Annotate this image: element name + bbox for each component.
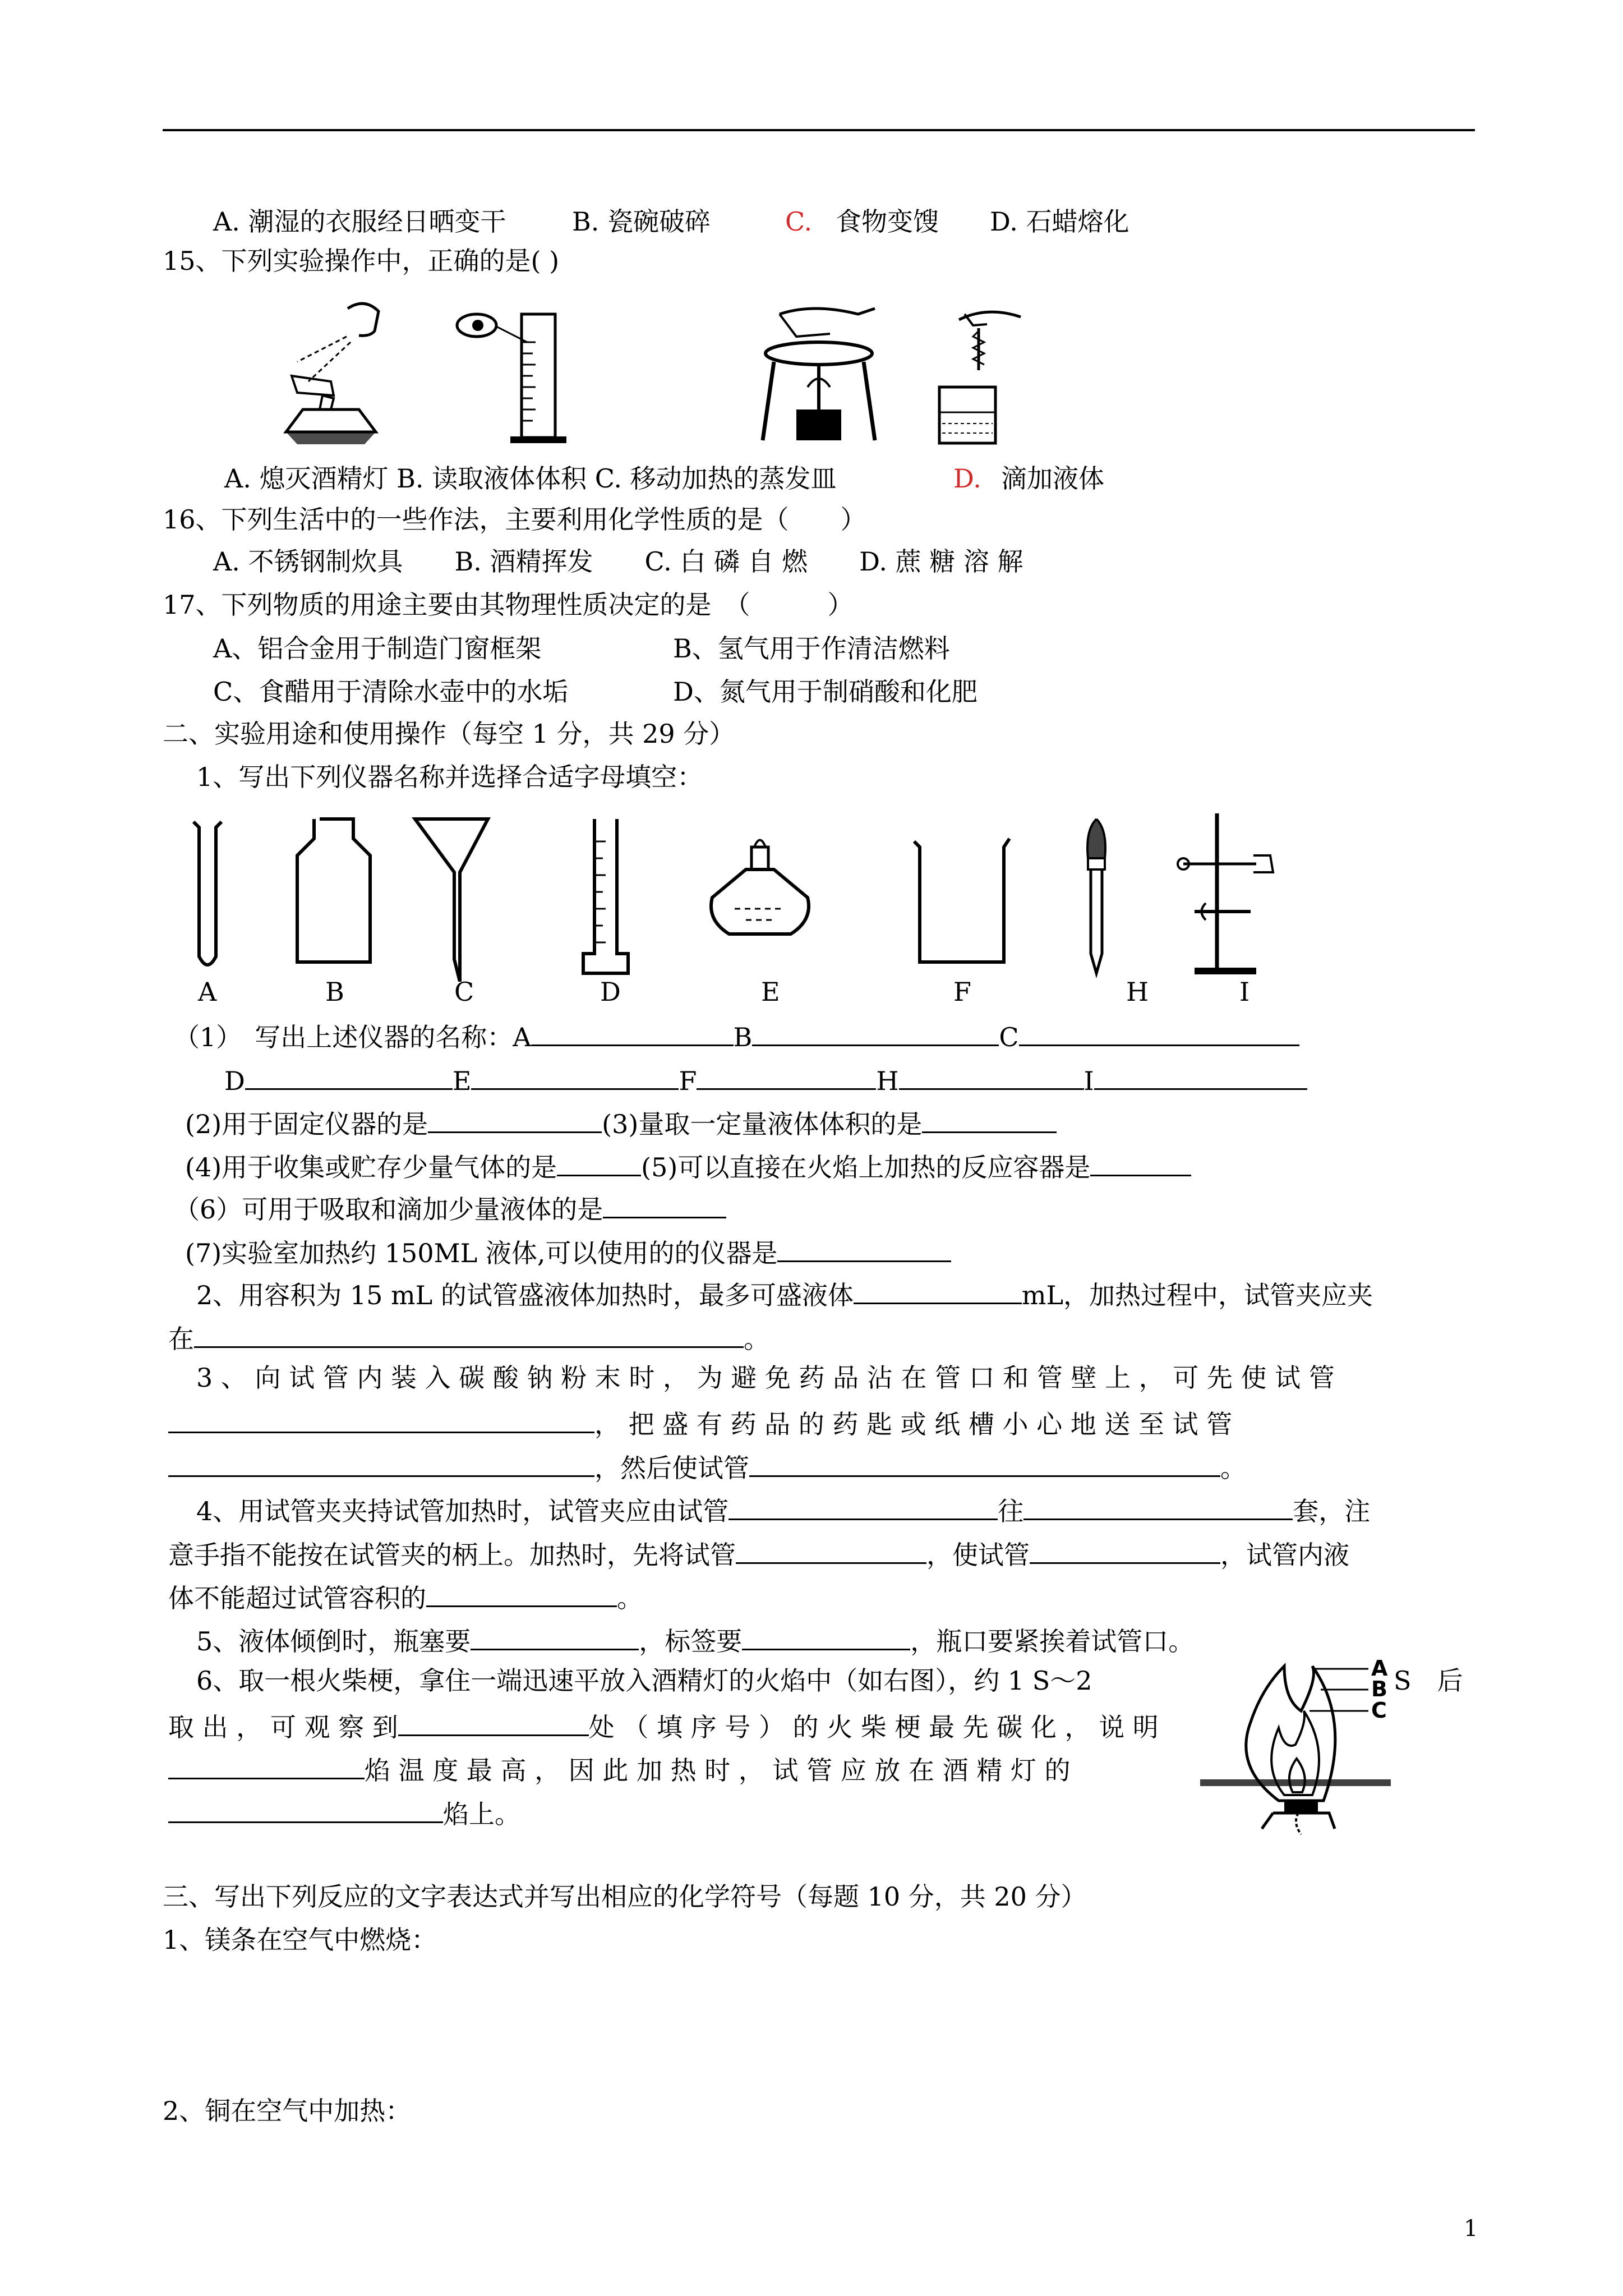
q14-option-c: 食物变馊 [836, 206, 939, 237]
answer-blank-sub7[interactable] [777, 1237, 951, 1262]
answer-blank-h[interactable] [899, 1065, 1084, 1090]
answer-blank-q3-c[interactable] [749, 1452, 1220, 1477]
header-rule [163, 129, 1475, 131]
answer-blank-f[interactable] [697, 1065, 876, 1090]
s2-q2-line1: 2、用容积为 15 mL 的试管盛液体加热时，最多可盛液体 mL，加热过程中，试管夹应夹 [196, 1280, 1373, 1310]
flame-label-b: B [1371, 1677, 1387, 1701]
answer-blank-c[interactable] [1019, 1021, 1299, 1046]
q15-stem: 15、下列实验操作中，正确的是( ) [163, 246, 560, 276]
s2-q4-line3: 体不能超过试管容积的 。 [168, 1583, 643, 1613]
instrument-label-b: B [325, 977, 344, 1007]
s2-q6-line4: 焰上。 [168, 1798, 520, 1827]
instrument-label-a: A [198, 977, 217, 1007]
q17-option-b: B、氢气用于作清洁燃料 [673, 633, 950, 664]
answer-blank-q4-e[interactable] [426, 1582, 617, 1607]
instrument-label-h: H [1126, 977, 1149, 1007]
answer-blank-q5-a[interactable] [471, 1625, 639, 1650]
flame-label-c: C [1371, 1698, 1387, 1723]
figure-evaporating-dish [746, 303, 892, 449]
s2-q5: 5、液体倾倒时，瓶塞要 ，标签要 ，瓶口要紧挨着试管口。 [196, 1626, 1195, 1657]
s2-sub6: （6）可用于吸取和滴加少量液体的是 [174, 1193, 726, 1222]
q15-options: A. 熄灭酒精灯 B. 读取液体体积 C. 移动加热的蒸发皿 [224, 463, 837, 494]
q16-options: A. 不锈钢制炊具 B. 酒精挥发 C. 白 磷 自 燃 D. 蔗 糖 溶 解 [213, 546, 1023, 577]
answer-blank-e[interactable] [471, 1065, 679, 1090]
s2-sub7: (7)实验室加热约 150ML 液体,可以使用的的仪器是 [185, 1237, 951, 1266]
figure-instruments [191, 813, 1312, 982]
answer-blank-sub4[interactable] [557, 1151, 641, 1176]
answer-blank-b[interactable] [752, 1021, 999, 1046]
answer-blank-a[interactable] [532, 1021, 734, 1046]
answer-blank-sub6[interactable] [603, 1193, 726, 1218]
q17-option-c: C、食醋用于清除水壶中的水垢 [213, 677, 569, 707]
s2-q4-line2: 意手指不能按在试管夹的柄上。加热时，先将试管 ，使试管 ，试管内液 [168, 1540, 1349, 1570]
s3-q1: 1、镁条在空气中燃烧： [163, 1925, 437, 1955]
instrument-label-d: D [600, 977, 621, 1007]
answer-blank-q4-d[interactable] [1030, 1539, 1220, 1564]
answer-blank-q4-c[interactable] [736, 1539, 926, 1564]
instrument-label-c: C [454, 977, 474, 1007]
q17-stem: 17、下列物质的用途主要由其物理性质决定的是 （ ） [163, 590, 854, 620]
answer-blank-q2-position[interactable] [194, 1323, 744, 1348]
page-number: 1 [1464, 2216, 1478, 2242]
s2-sub2-3: (2)用于固定仪器的是 (3)量取一定量液体体积的是 [185, 1108, 1057, 1137]
s2-q3-line3: ，然后使试管 。 [168, 1452, 1246, 1481]
section3-title: 三、写出下列反应的文字表达式并写出相应的化学符号（每题 10 分，共 20 分） [163, 1881, 1087, 1912]
answer-blank-d[interactable] [245, 1065, 453, 1090]
s2-q6-line3: 焰 温 度 最 高 ， 因 此 加 热 时 ， 试 管 应 放 在 酒 精 灯 的 [168, 1754, 1070, 1783]
answer-blank-q6-a[interactable] [398, 1711, 589, 1736]
s2-q6-line1: 6、取一根火柴梗，拿住一端迅速平放入酒精灯的火焰中（如右图），约 1 S～2 [196, 1665, 1092, 1696]
q14-option-a: A. 潮湿的衣服经日晒变干 [213, 206, 506, 237]
q15-option-d: 滴加液体 [1001, 463, 1104, 494]
q17-option-d: D、氮气用于制硝酸和化肥 [673, 677, 978, 707]
s2-q2-line2: 在 。 [168, 1324, 769, 1354]
instrument-label-e: E [761, 977, 780, 1007]
s2-q6-line2: 取 出 ， 可 观 察 到 处 （ 填 序 号 ） 的 火 柴 梗 最 先 碳 化 ， 说 明 [168, 1712, 1159, 1742]
s2-sub1-line2: D E F H I [224, 1065, 1307, 1094]
s3-q2: 2、铜在空气中加热： [163, 2096, 412, 2126]
answer-blank-sub3[interactable] [922, 1108, 1057, 1133]
s2-q3-line2: ， 把 盛 有 药 品 的 药 匙 或 纸 槽 小 心 地 送 至 试 管 [168, 1408, 1232, 1437]
s2-q1-stem: 1、写出下列仪器名称并选择合适字母填空： [196, 762, 703, 792]
answer-blank-q3-a[interactable] [168, 1408, 594, 1433]
answer-blank-q6-c[interactable] [168, 1798, 443, 1823]
instrument-label-f: F [953, 977, 971, 1007]
q17-option-a: A、铝合金用于制造门窗框架 [213, 633, 542, 664]
answer-blank-q2-volume[interactable] [854, 1279, 1022, 1304]
q16-stem: 16、下列生活中的一些作法，主要利用化学性质的是（ ） [163, 504, 866, 535]
q14-option-b: B. 瓷碗破碎 [572, 206, 711, 237]
q14-option-c-letter: C. [785, 206, 813, 237]
section2-title: 二、实验用途和使用操作（每空 1 分，共 29 分） [163, 719, 735, 749]
q15-option-d-letter: D. [953, 463, 981, 494]
answer-blank-q5-b[interactable] [742, 1625, 910, 1650]
flame-label-a: A [1371, 1656, 1388, 1681]
s2-sub4-5: (4)用于收集或贮存少量气体的是 (5)可以直接在火焰上加热的反应容器是 [185, 1151, 1191, 1180]
answer-blank-sub2[interactable] [428, 1108, 602, 1133]
figure-dropper [931, 303, 1026, 449]
s2-q4-line1: 4、用试管夹夹持试管加热时，试管夹应由试管 往 套，注 [196, 1496, 1371, 1526]
q14-option-d: D. 石蜡熔化 [990, 206, 1129, 237]
answer-blank-q4-a[interactable] [728, 1495, 998, 1520]
answer-blank-sub5[interactable] [1090, 1151, 1191, 1176]
instrument-label-i: I [1239, 977, 1250, 1007]
answer-blank-q4-b[interactable] [1023, 1495, 1293, 1520]
s2-q3-line1: 3 、 向 试 管 内 装 入 碳 酸 钠 粉 末 时 ， 为 避 免 药 品 沾 在 管 口 和 管 壁 上 ， 可 先 使 试 管 [196, 1363, 1335, 1393]
answer-blank-i[interactable] [1094, 1065, 1307, 1090]
figure-extinguish-lamp [280, 297, 426, 454]
s2-sub1-stem: （1） 写出上述仪器的名称：A B C [174, 1021, 1299, 1050]
answer-blank-q3-b[interactable] [168, 1452, 594, 1477]
s2-q6-line1-end: S 后 [1394, 1665, 1463, 1696]
figure-read-cylinder [443, 297, 578, 449]
answer-blank-q6-b[interactable] [168, 1754, 365, 1779]
